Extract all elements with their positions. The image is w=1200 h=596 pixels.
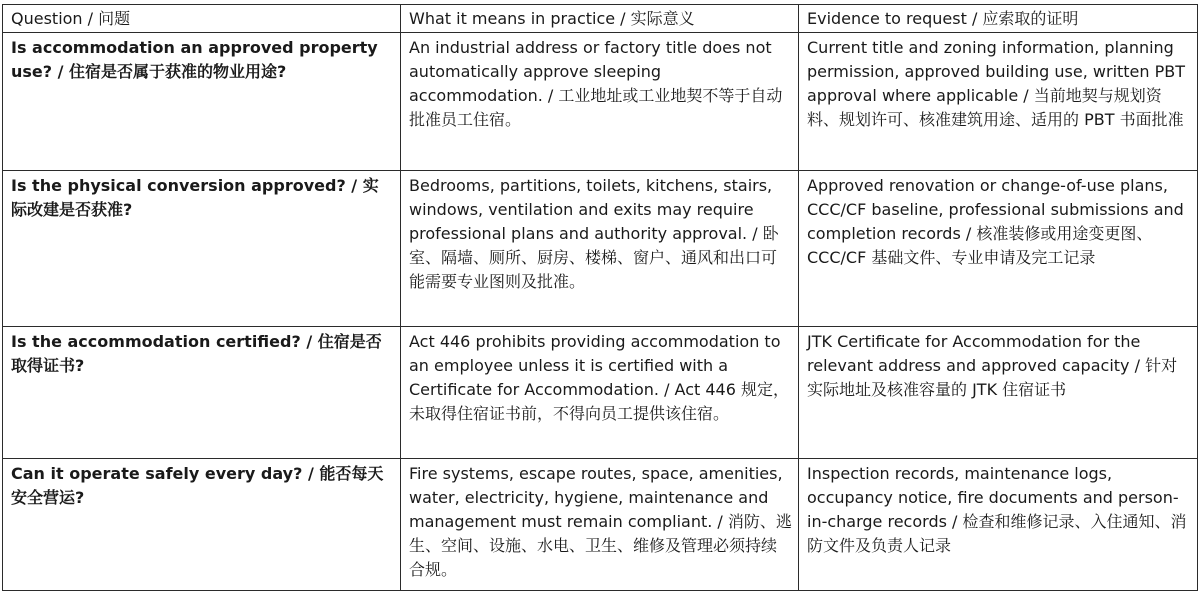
meaning-cell: Act 446 prohibits providing accommodation to an employee unless it is certified with a Certificate for Accommodation. / Act 446 规定，未取得住宿证书前，不得向员工提供该住宿。 — [401, 327, 799, 459]
meaning-cell: Fire systems, escape routes, space, amenities, water, electricity, hygiene, maintenance and management must remain compliant. / 消防、逃生、空间、设施、水电、卫生、维修及管理必须持续合规。 — [401, 459, 799, 591]
evidence-cell: Inspection records, maintenance logs, occupancy notice, fire documents and person-in-charge records / 检查和维修记录、入住通知、消防文件及负责人记录 — [799, 459, 1198, 591]
question-cell: Can it operate safely every day? / 能否每天安全营运? — [3, 459, 401, 591]
question-cell: Is accommodation an approved property use? / 住宿是否属于获准的物业用途? — [3, 33, 401, 171]
question-cell: Is the physical conversion approved? / 实际改建是否获准? — [3, 171, 401, 327]
table-row — [3, 33, 1198, 171]
header-question: Question / 问题 — [3, 5, 401, 33]
compliance-table — [2, 4, 1198, 591]
evidence-cell: Approved renovation or change-of-use plans, CCC/CF baseline, professional submissions and completion records / 核准装修或用途变更图、CCC/CF 基础文件、专业申请及完工记录 — [799, 171, 1198, 327]
table-row — [3, 459, 1198, 591]
meaning-cell: Bedrooms, partitions, toilets, kitchens, stairs, windows, ventilation and exits may require professional plans and authority approval. / 卧室、隔墙、厕所、厨房、楼梯、窗户、通风和出口可能需要专业图则及批准。 — [401, 171, 799, 327]
header-evidence: Evidence to request / 应索取的证明 — [799, 5, 1198, 33]
header-meaning: What it means in practice / 实际意义 — [401, 5, 799, 33]
table-row — [3, 327, 1198, 459]
table-row — [3, 171, 1198, 327]
table-header — [3, 5, 1198, 33]
header-row — [3, 5, 1198, 33]
question-cell: Is the accommodation certified? / 住宿是否取得证书? — [3, 327, 401, 459]
table-body — [3, 33, 1198, 591]
evidence-cell: Current title and zoning information, planning permission, approved building use, written PBT approval where applicable / 当前地契与规划资料、规划许可、核准建筑用途、适用的 PBT 书面批准 — [799, 33, 1198, 171]
evidence-cell: JTK Certificate for Accommodation for the relevant address and approved capacity / 针对实际地址及核准容量的 JTK 住宿证书 — [799, 327, 1198, 459]
meaning-cell: An industrial address or factory title does not automatically approve sleeping accommodation. / 工业地址或工业地契不等于自动批准员工住宿。 — [401, 33, 799, 171]
